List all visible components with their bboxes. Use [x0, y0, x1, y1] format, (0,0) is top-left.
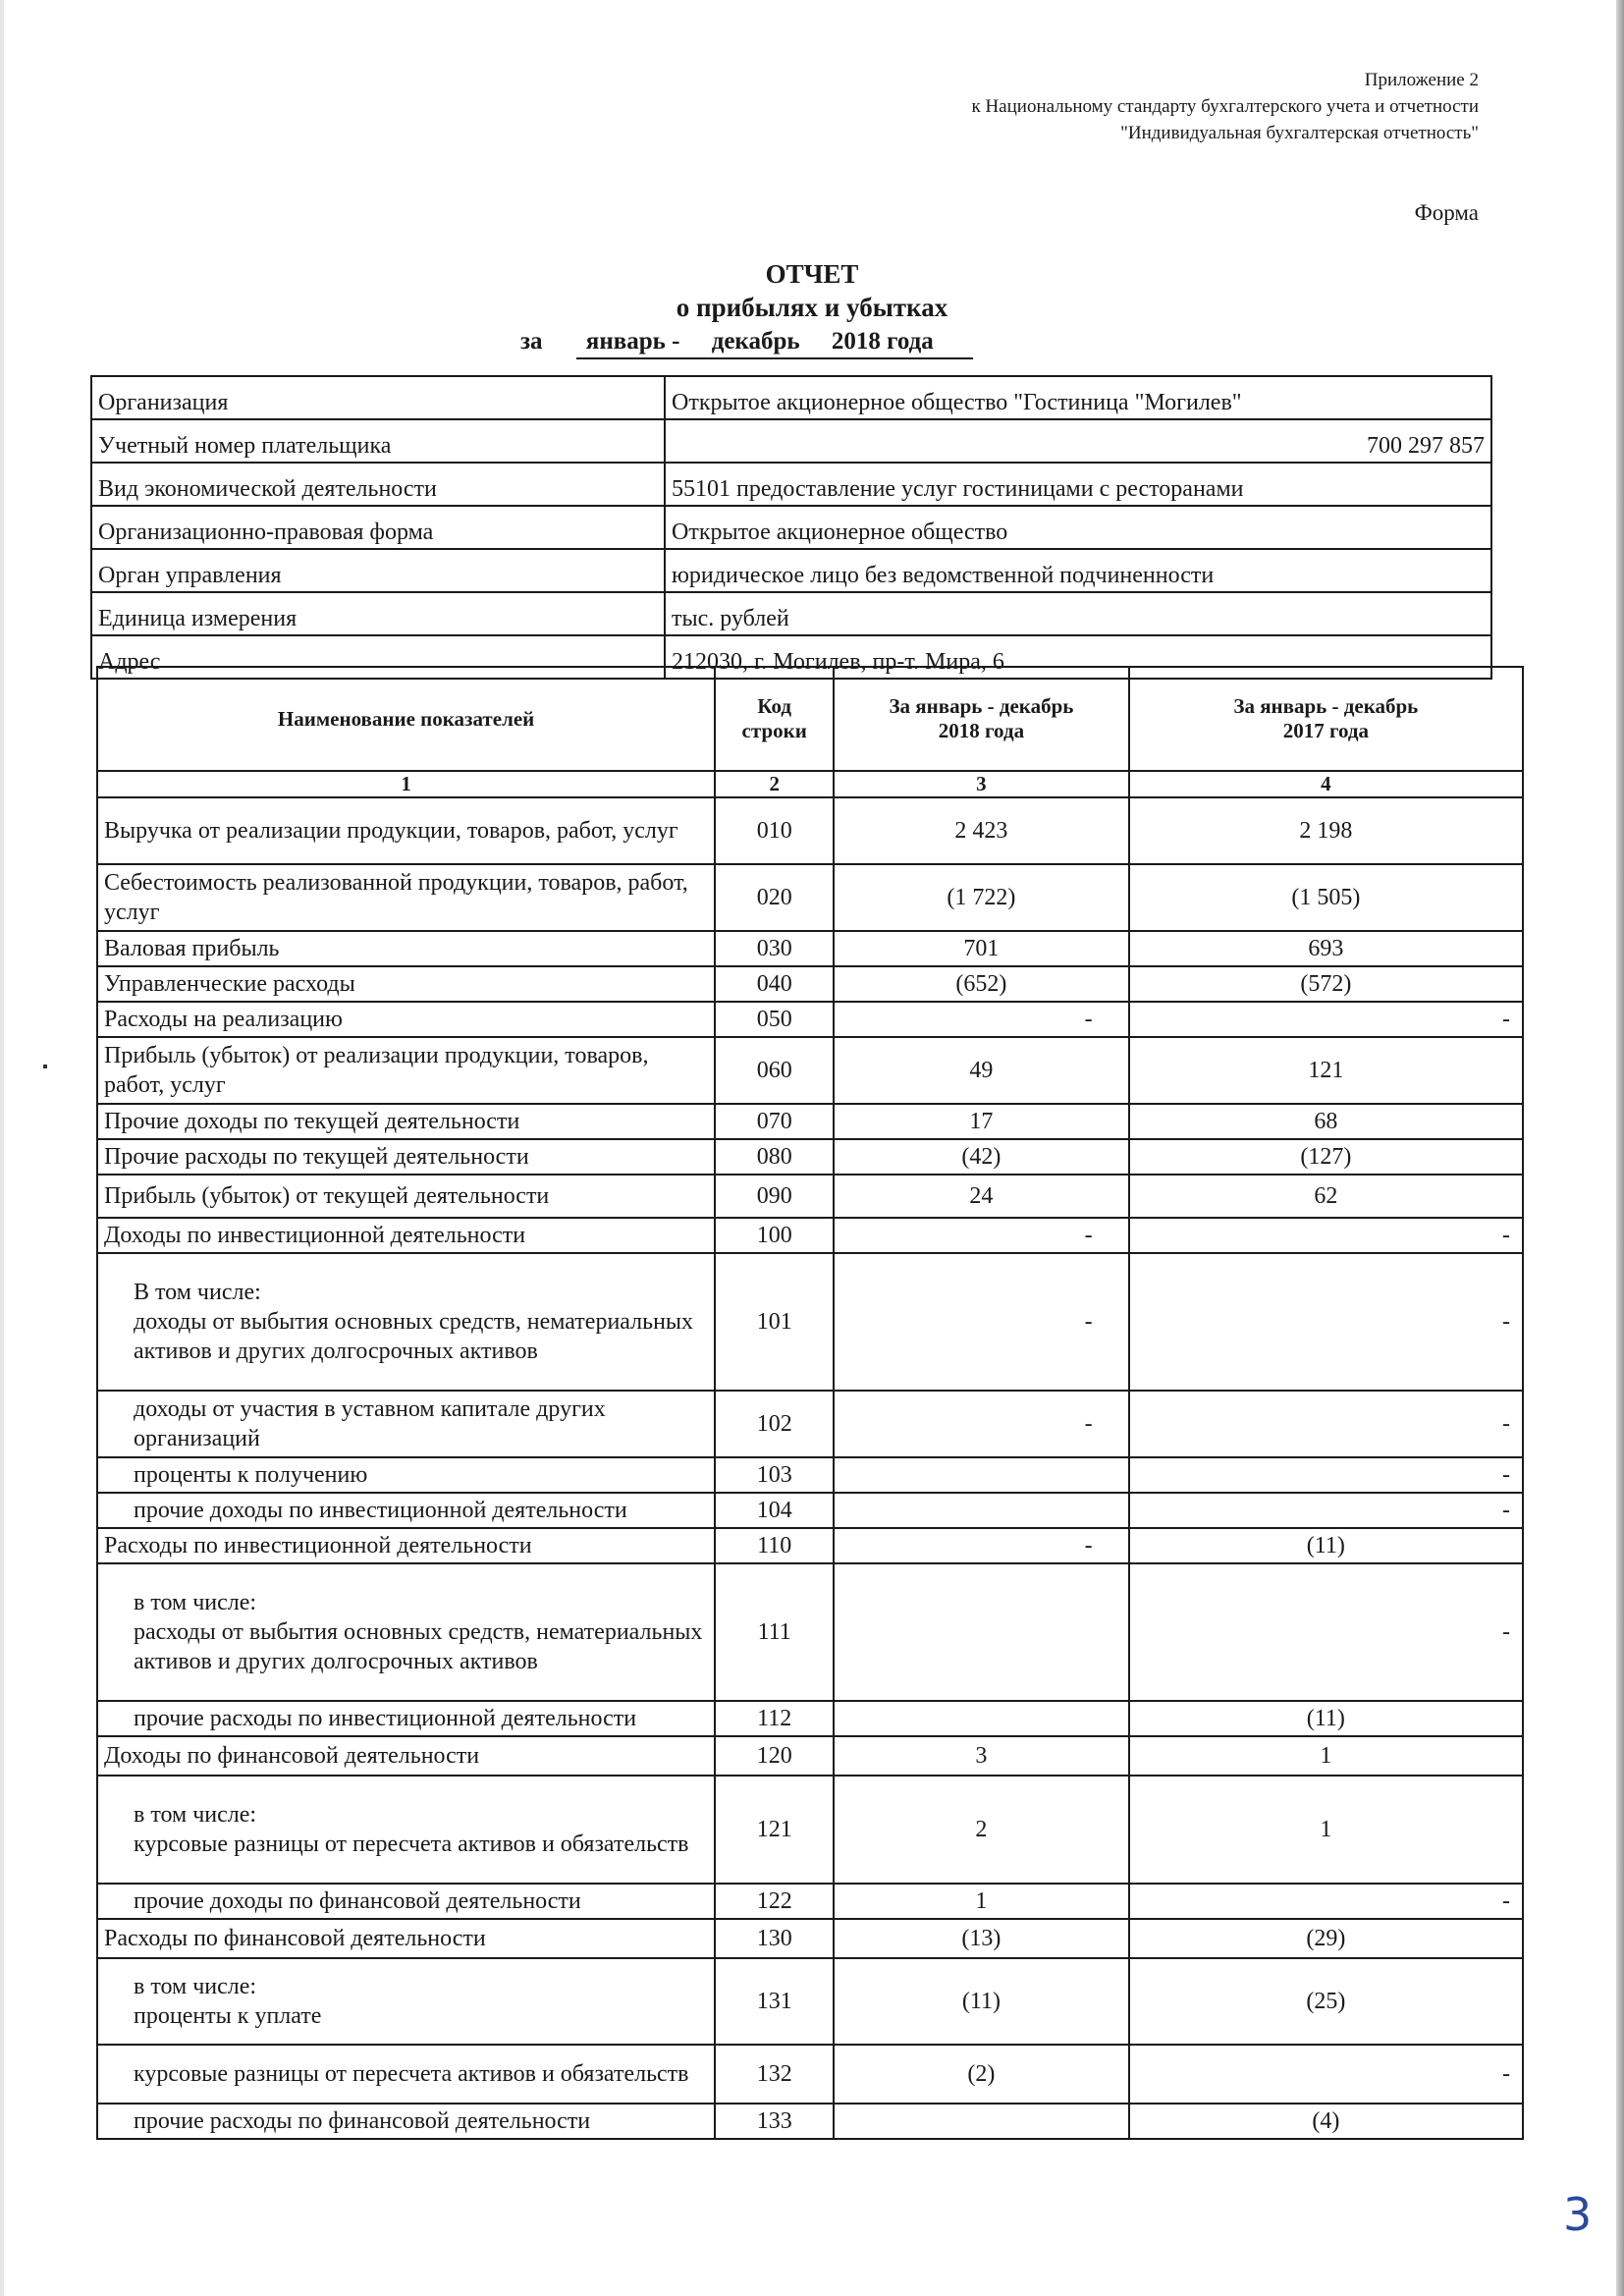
indicator-name — [97, 931, 715, 966]
value-2018: - — [834, 1002, 1128, 1037]
indicator-name — [97, 1776, 715, 1884]
value-2018: - — [834, 1253, 1128, 1391]
value-2017: 121 — [1129, 1037, 1523, 1104]
column-number-4: 4 — [1129, 771, 1523, 797]
indicator-name-text: проценты к получению — [134, 1462, 368, 1488]
table-row — [97, 1493, 1523, 1528]
annex-reference — [971, 67, 1479, 146]
header-code-line-1: Код — [757, 694, 792, 718]
table-row — [97, 1253, 1523, 1391]
indicator-name-prefix: В том числе: — [134, 1280, 261, 1305]
org-info-label: Орган управления — [91, 549, 665, 592]
value-2018: (11) — [834, 1958, 1128, 2045]
line-code: 102 — [715, 1391, 834, 1457]
line-code: 120 — [715, 1736, 834, 1776]
line-code: 030 — [715, 931, 834, 966]
line-code: 010 — [715, 797, 834, 864]
table-row — [97, 931, 1523, 966]
indicator-name-prefix: в том числе: — [134, 1590, 257, 1615]
org-info-label: Вид экономической деятельности — [91, 463, 665, 506]
value-2017: - — [1129, 1563, 1523, 1701]
indicator-name-text: Управленческие расходы — [104, 971, 355, 997]
indicator-name — [97, 1736, 715, 1776]
column-numbers-row — [97, 771, 1523, 797]
value-2017: - — [1129, 1493, 1523, 1528]
period-value — [576, 328, 973, 359]
line-code: 104 — [715, 1493, 834, 1528]
value-2017: (4) — [1129, 2104, 1523, 2139]
table-row — [97, 1175, 1523, 1218]
organization-info-table — [90, 375, 1492, 680]
value-2017: 1 — [1129, 1776, 1523, 1884]
value-2018: - — [834, 1528, 1128, 1563]
indicator-name-text: расходы от выбытия основных средств, нематериальных активов и других долгосрочных активов — [134, 1619, 703, 1674]
indicator-name — [97, 1919, 715, 1958]
org-info-value: 55101 предоставление услуг гостиницами с ресторанами — [665, 463, 1491, 506]
value-2018: 3 — [834, 1736, 1128, 1776]
indicator-name-text: Прочие расходы по текущей деятельности — [104, 1144, 529, 1170]
report-period — [520, 328, 973, 359]
indicator-name-text: Прибыль (убыток) от реализации продукции, товаров, работ, услуг — [104, 1043, 649, 1098]
line-code: 101 — [715, 1253, 834, 1391]
indicator-name — [97, 1391, 715, 1457]
annex-line-1: Приложение 2 — [1364, 70, 1479, 90]
value-2018 — [834, 1701, 1128, 1736]
indicator-name-prefix: в том числе: — [134, 1974, 257, 1999]
indicator-name-text: Доходы по финансовой деятельности — [104, 1743, 480, 1769]
value-2017: - — [1129, 1457, 1523, 1493]
annex-line-2: к Национальному стандарту бухгалтерского учета и отчетности — [971, 96, 1479, 117]
value-2017: 2 198 — [1129, 797, 1523, 864]
value-2017: (127) — [1129, 1139, 1523, 1175]
header-code-line-2: строки — [741, 719, 807, 742]
indicator-name — [97, 1002, 715, 1037]
table-row — [97, 2045, 1523, 2104]
value-2018 — [834, 1493, 1128, 1528]
value-2017: 693 — [1129, 931, 1523, 966]
page-number: 3 — [1563, 2188, 1593, 2241]
org-info-row — [91, 463, 1491, 506]
indicator-name-text: Расходы по инвестиционной деятельности — [104, 1533, 532, 1558]
stray-mark — [43, 1065, 47, 1068]
indicator-name — [97, 1139, 715, 1175]
org-info-label: Организационно-правовая форма — [91, 506, 665, 549]
table-row — [97, 1701, 1523, 1736]
org-info-label: Единица измерения — [91, 592, 665, 635]
table-row — [97, 1528, 1523, 1563]
indicator-name-text: Прибыль (убыток) от текущей деятельности — [104, 1183, 550, 1209]
indicator-name — [97, 1253, 715, 1391]
indicator-name-text: доходы от выбытия основных средств, нематериальных активов и других долгосрочных активов — [134, 1309, 694, 1364]
org-info-value: 700 297 857 — [665, 419, 1491, 463]
value-2018: (1 722) — [834, 864, 1128, 931]
indicator-name-text: Расходы на реализацию — [104, 1007, 343, 1032]
indicator-name-text: Прочие доходы по текущей деятельности — [104, 1109, 520, 1134]
page-edge-right — [1616, 0, 1624, 2296]
value-2017: - — [1129, 2045, 1523, 2104]
period-prefix: за — [520, 328, 543, 355]
table-row — [97, 1884, 1523, 1919]
value-2018: (42) — [834, 1139, 1128, 1175]
table-row — [97, 1002, 1523, 1037]
table-row — [97, 2104, 1523, 2139]
line-code: 103 — [715, 1457, 834, 1493]
table-row — [97, 966, 1523, 1002]
value-2018: - — [834, 1391, 1128, 1457]
table-row — [97, 1919, 1523, 1958]
line-code: 131 — [715, 1958, 834, 2045]
line-code: 060 — [715, 1037, 834, 1104]
indicator-name-text: Доходы по инвестиционной деятельности — [104, 1223, 526, 1248]
value-2017: (1 505) — [1129, 864, 1523, 931]
indicator-name — [97, 2045, 715, 2104]
line-code: 110 — [715, 1528, 834, 1563]
value-2018 — [834, 1563, 1128, 1701]
line-code: 132 — [715, 2045, 834, 2104]
header-period-2017 — [1129, 667, 1523, 771]
value-2017: - — [1129, 1002, 1523, 1037]
form-label: Форма — [1414, 200, 1479, 225]
value-2017: 1 — [1129, 1736, 1523, 1776]
indicator-name — [97, 864, 715, 931]
indicator-name-text: прочие доходы по инвестиционной деятельности — [134, 1498, 627, 1523]
value-2018: 17 — [834, 1104, 1128, 1139]
value-2017: - — [1129, 1218, 1523, 1253]
indicator-name-text: Валовая прибыль — [104, 936, 280, 961]
indicator-name — [97, 1037, 715, 1104]
header-2017-line-2: 2017 года — [1282, 719, 1369, 742]
line-code: 112 — [715, 1701, 834, 1736]
period-year: 2018 года — [831, 328, 934, 355]
table-row — [97, 1457, 1523, 1493]
indicator-name — [97, 2104, 715, 2139]
indicator-name-text: Выручка от реализации продукции, товаров, работ, услуг — [104, 818, 678, 844]
table-row — [97, 1563, 1523, 1701]
indicator-name — [97, 1104, 715, 1139]
org-info-value: тыс. рублей — [665, 592, 1491, 635]
indicator-name-text: курсовые разницы от пересчета активов и обязательств — [134, 2061, 689, 2087]
indicator-name — [97, 1701, 715, 1736]
value-2018 — [834, 1457, 1128, 1493]
header-2017-line-1: За январь - декабрь — [1233, 694, 1419, 718]
indicator-name — [97, 1457, 715, 1493]
line-code: 130 — [715, 1919, 834, 1958]
indicator-name — [97, 1493, 715, 1528]
value-2017: 68 — [1129, 1104, 1523, 1139]
table-row — [97, 1736, 1523, 1776]
indicator-name-text: Расходы по финансовой деятельности — [104, 1926, 486, 1951]
org-info-value: Открытое акционерное общество — [665, 506, 1491, 549]
header-period-2018 — [834, 667, 1128, 771]
table-row — [97, 1037, 1523, 1104]
line-code: 111 — [715, 1563, 834, 1701]
org-info-value: 212030, г. Могилев, пр-т. Мира, 6 — [665, 635, 1491, 679]
indicator-name — [97, 797, 715, 864]
value-2017: (25) — [1129, 1958, 1523, 2045]
line-code: 133 — [715, 2104, 834, 2139]
line-code: 080 — [715, 1139, 834, 1175]
column-number-3: 3 — [834, 771, 1128, 797]
value-2018: 2 — [834, 1776, 1128, 1884]
org-info-row — [91, 419, 1491, 463]
value-2017: (29) — [1129, 1919, 1523, 1958]
table-row — [97, 1218, 1523, 1253]
line-code: 121 — [715, 1776, 834, 1884]
period-to: декабрь — [711, 328, 800, 355]
profit-loss-table — [96, 666, 1524, 2140]
value-2018 — [834, 2104, 1128, 2139]
indicator-name — [97, 1528, 715, 1563]
value-2018: (2) — [834, 2045, 1128, 2104]
value-2018: 2 423 — [834, 797, 1128, 864]
indicator-name-prefix: в том числе: — [134, 1802, 257, 1828]
value-2018: 1 — [834, 1884, 1128, 1919]
value-2017: - — [1129, 1253, 1523, 1391]
org-info-label: Организация — [91, 376, 665, 419]
value-2018: 24 — [834, 1175, 1128, 1218]
value-2017: - — [1129, 1391, 1523, 1457]
table-header-row — [97, 667, 1523, 771]
value-2018: (652) — [834, 966, 1128, 1002]
org-info-row — [91, 506, 1491, 549]
value-2017: (11) — [1129, 1701, 1523, 1736]
table-row — [97, 1958, 1523, 2045]
indicator-name-text: прочие расходы по финансовой деятельности — [134, 2108, 591, 2134]
indicator-name — [97, 1175, 715, 1218]
indicator-name — [97, 1958, 715, 2045]
header-line-code — [715, 667, 834, 771]
org-info-row — [91, 376, 1491, 419]
title-main: ОТЧЕТ — [765, 259, 859, 289]
value-2017: - — [1129, 1884, 1523, 1919]
annex-line-3: "Индивидуальная бухгалтерская отчетность" — [1120, 123, 1479, 143]
line-code: 020 — [715, 864, 834, 931]
org-info-value: юридическое лицо без ведомственной подчиненности — [665, 549, 1491, 592]
value-2017: 62 — [1129, 1175, 1523, 1218]
table-row — [97, 1776, 1523, 1884]
line-code: 050 — [715, 1002, 834, 1037]
indicator-name — [97, 1884, 715, 1919]
value-2018: 701 — [834, 931, 1128, 966]
table-row — [97, 797, 1523, 864]
indicator-name-text: доходы от участия в уставном капитале других организаций — [134, 1396, 606, 1451]
header-2018-line-2: 2018 года — [938, 719, 1025, 742]
indicator-name-text: Себестоимость реализованной продукции, товаров, работ, услуг — [104, 870, 688, 925]
indicator-name — [97, 1563, 715, 1701]
table-row — [97, 1139, 1523, 1175]
header-2018-line-1: За январь - декабрь — [889, 694, 1074, 718]
org-info-row — [91, 592, 1491, 635]
indicator-name-text: курсовые разницы от пересчета активов и обязательств — [134, 1831, 689, 1857]
line-code: 122 — [715, 1884, 834, 1919]
line-code: 090 — [715, 1175, 834, 1218]
value-2017: (11) — [1129, 1528, 1523, 1563]
header-indicator-name: Наименование показателей — [97, 667, 715, 771]
column-number-1: 1 — [97, 771, 715, 797]
value-2018: - — [834, 1218, 1128, 1253]
value-2018: 49 — [834, 1037, 1128, 1104]
value-2018: (13) — [834, 1919, 1128, 1958]
indicator-name — [97, 966, 715, 1002]
indicator-name-text: прочие доходы по финансовой деятельности — [134, 1888, 581, 1914]
line-code: 100 — [715, 1218, 834, 1253]
table-row — [97, 864, 1523, 931]
indicator-name-text: прочие расходы по инвестиционной деятельности — [134, 1706, 637, 1731]
table-row — [97, 1391, 1523, 1457]
org-info-value: Открытое акционерное общество "Гостиница "Могилев" — [665, 376, 1491, 419]
report-title — [0, 257, 1624, 324]
line-code: 040 — [715, 966, 834, 1002]
table-row — [97, 1104, 1523, 1139]
indicator-name — [97, 1218, 715, 1253]
org-info-label: Учетный номер плательщика — [91, 419, 665, 463]
column-number-2: 2 — [715, 771, 834, 797]
line-code: 070 — [715, 1104, 834, 1139]
title-sub: о прибылях и убытках — [676, 293, 948, 322]
period-from: январь - — [585, 328, 680, 355]
indicator-name-text: проценты к уплате — [134, 2003, 322, 2029]
value-2017: (572) — [1129, 966, 1523, 1002]
org-info-label: Адрес — [91, 635, 665, 679]
org-info-row — [91, 549, 1491, 592]
page-edge-left — [0, 0, 4, 2296]
